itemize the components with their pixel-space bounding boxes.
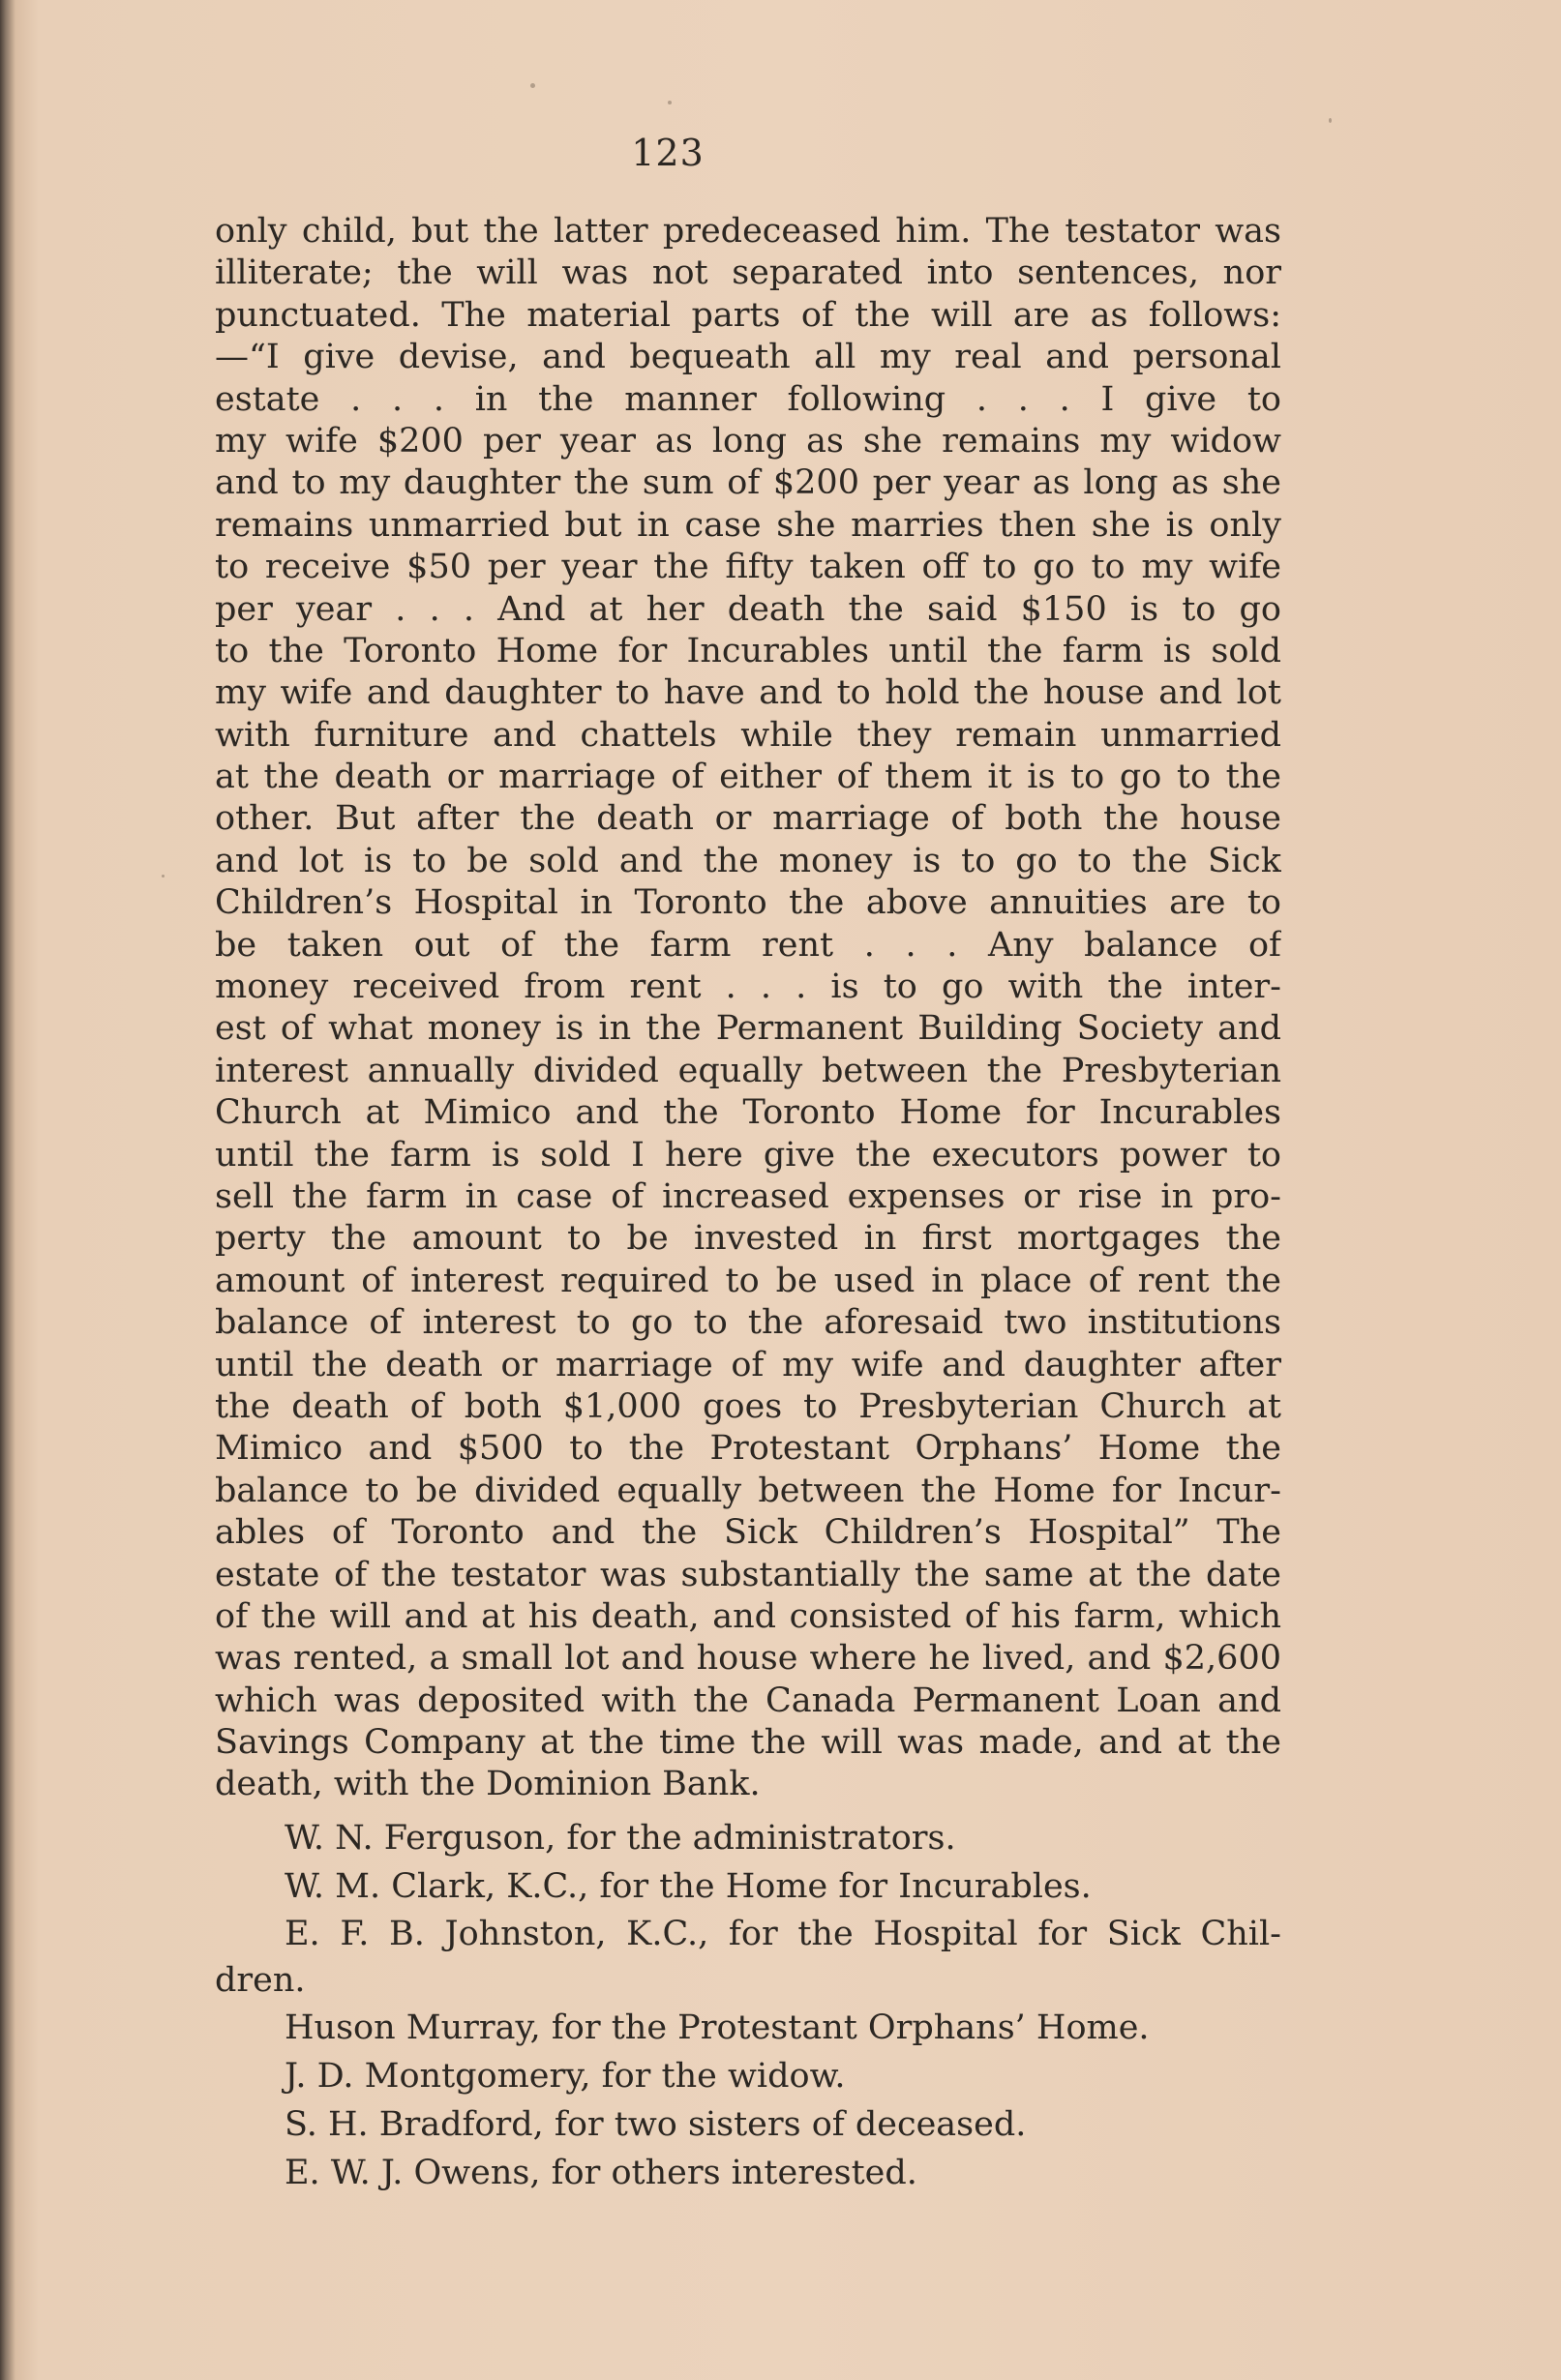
text-line: until the death or marriage of my wife and daughter after	[215, 1345, 1281, 1384]
text-line: be taken out of the farm rent . . . Any balance of	[215, 925, 1281, 965]
text-line: and lot is to be sold and the money is to go to the Sick	[215, 841, 1281, 880]
counsel-entry: S. H. Bradford, for two sisters of deceased.	[285, 2105, 1027, 2144]
text-line: only child, but the latter predeceased him. The testator was	[215, 212, 1281, 251]
paper-speck	[668, 101, 672, 104]
text-line: with furniture and chattels while they remain unmarried	[215, 715, 1281, 755]
text-line: estate of the testator was substantially the same at the date	[215, 1555, 1281, 1594]
text-line: illiterate; the will was not separated into sentences, nor	[215, 253, 1281, 293]
text-line: —“I give devise, and bequeath all my real and personal	[215, 338, 1281, 377]
text-line: and to my daughter the sum of $200 per year as long as she	[215, 463, 1281, 503]
text-line: at the death or marriage of either of them it is to go to the	[215, 758, 1281, 797]
counsel-entry: E. W. J. Owens, for others interested.	[285, 2154, 917, 2192]
counsel-list	[215, 1814, 1281, 2197]
text-line: estate . . . in the manner following . . . I give to	[215, 379, 1281, 419]
text-line: per year . . . And at her death the said $150 is to go	[215, 589, 1281, 629]
counsel-entry: E. F. B. Johnston, K.C., for the Hospital for Sick Chil- dren.	[215, 1915, 1281, 2000]
text-line: interest annually divided equally between the Presbyterian	[215, 1051, 1281, 1090]
text-line: balance to be divided equally between the Home for Incur-	[215, 1471, 1281, 1510]
text-line: my wife $200 per year as long as she remains my widow	[215, 421, 1281, 461]
text-line: my wife and daughter to have and to hold the house and lot	[215, 673, 1281, 713]
paper-speck	[530, 83, 535, 88]
text-line: money received from rent . . . is to go with the inter-	[215, 967, 1281, 1007]
body-paragraph	[215, 211, 1281, 1806]
text-line: Church at Mimico and the Toronto Home for Incurables	[215, 1093, 1281, 1133]
text-line: Savings Company at the time the will was made, and at the	[215, 1723, 1281, 1763]
counsel-entry: W. N. Ferguson, for the administrators.	[285, 1819, 956, 1858]
counsel-entry: J. D. Montgomery, for the widow.	[285, 2057, 846, 2096]
text-line: amount of interest required to be used in place of rent the	[215, 1261, 1281, 1300]
text-line: punctuated. The material parts of the will are as follows:	[215, 295, 1281, 335]
paper-speck	[1329, 118, 1332, 123]
counsel-entry: Huson Murray, for the Protestant Orphans’ Home.	[285, 2008, 1150, 2047]
text-line: balance of interest to go to the aforesaid two institutions	[215, 1303, 1281, 1343]
counsel-entry: W. M. Clark, K.C., for the Home for Incurables.	[285, 1867, 1092, 1906]
text-line: the death of both $1,000 goes to Presbyterian Church at	[215, 1386, 1281, 1426]
text-line: other. But after the death or marriage of both the house	[215, 799, 1281, 839]
text-line: of the will and at his death, and consisted of his farm, which	[215, 1596, 1281, 1636]
text-line: to the Toronto Home for Incurables until the farm is sold	[215, 631, 1281, 670]
text-line: perty the amount to be invested in first mortgages the	[215, 1219, 1281, 1259]
text-line: which was deposited with the Canada Permanent Loan and	[215, 1681, 1281, 1720]
text-line: remains unmarried but in case she marries then she is only	[215, 505, 1281, 545]
paper-speck	[162, 875, 165, 878]
text-line: ables of Toronto and the Sick Children’s Hospital” The	[215, 1513, 1281, 1553]
text-line: to receive $50 per year the fifty taken off to go to my wife	[215, 548, 1281, 587]
text-line: sell the farm in case of increased expenses or rise in pro-	[215, 1176, 1281, 1216]
text-line: Mimico and $500 to the Protestant Orphans’ Home the	[215, 1429, 1281, 1469]
text-line: est of what money is in the Permanent Building Society and	[215, 1009, 1281, 1049]
text-line: until the farm is sold I here give the executors power to	[215, 1135, 1281, 1175]
text-line: death, with the Dominion Bank.	[215, 1765, 761, 1804]
page-number: 123	[631, 132, 705, 174]
text-line: Children’s Hospital in Toronto the above annuities are to	[215, 883, 1281, 923]
text-line: was rented, a small lot and house where he lived, and $2,600	[215, 1639, 1281, 1679]
